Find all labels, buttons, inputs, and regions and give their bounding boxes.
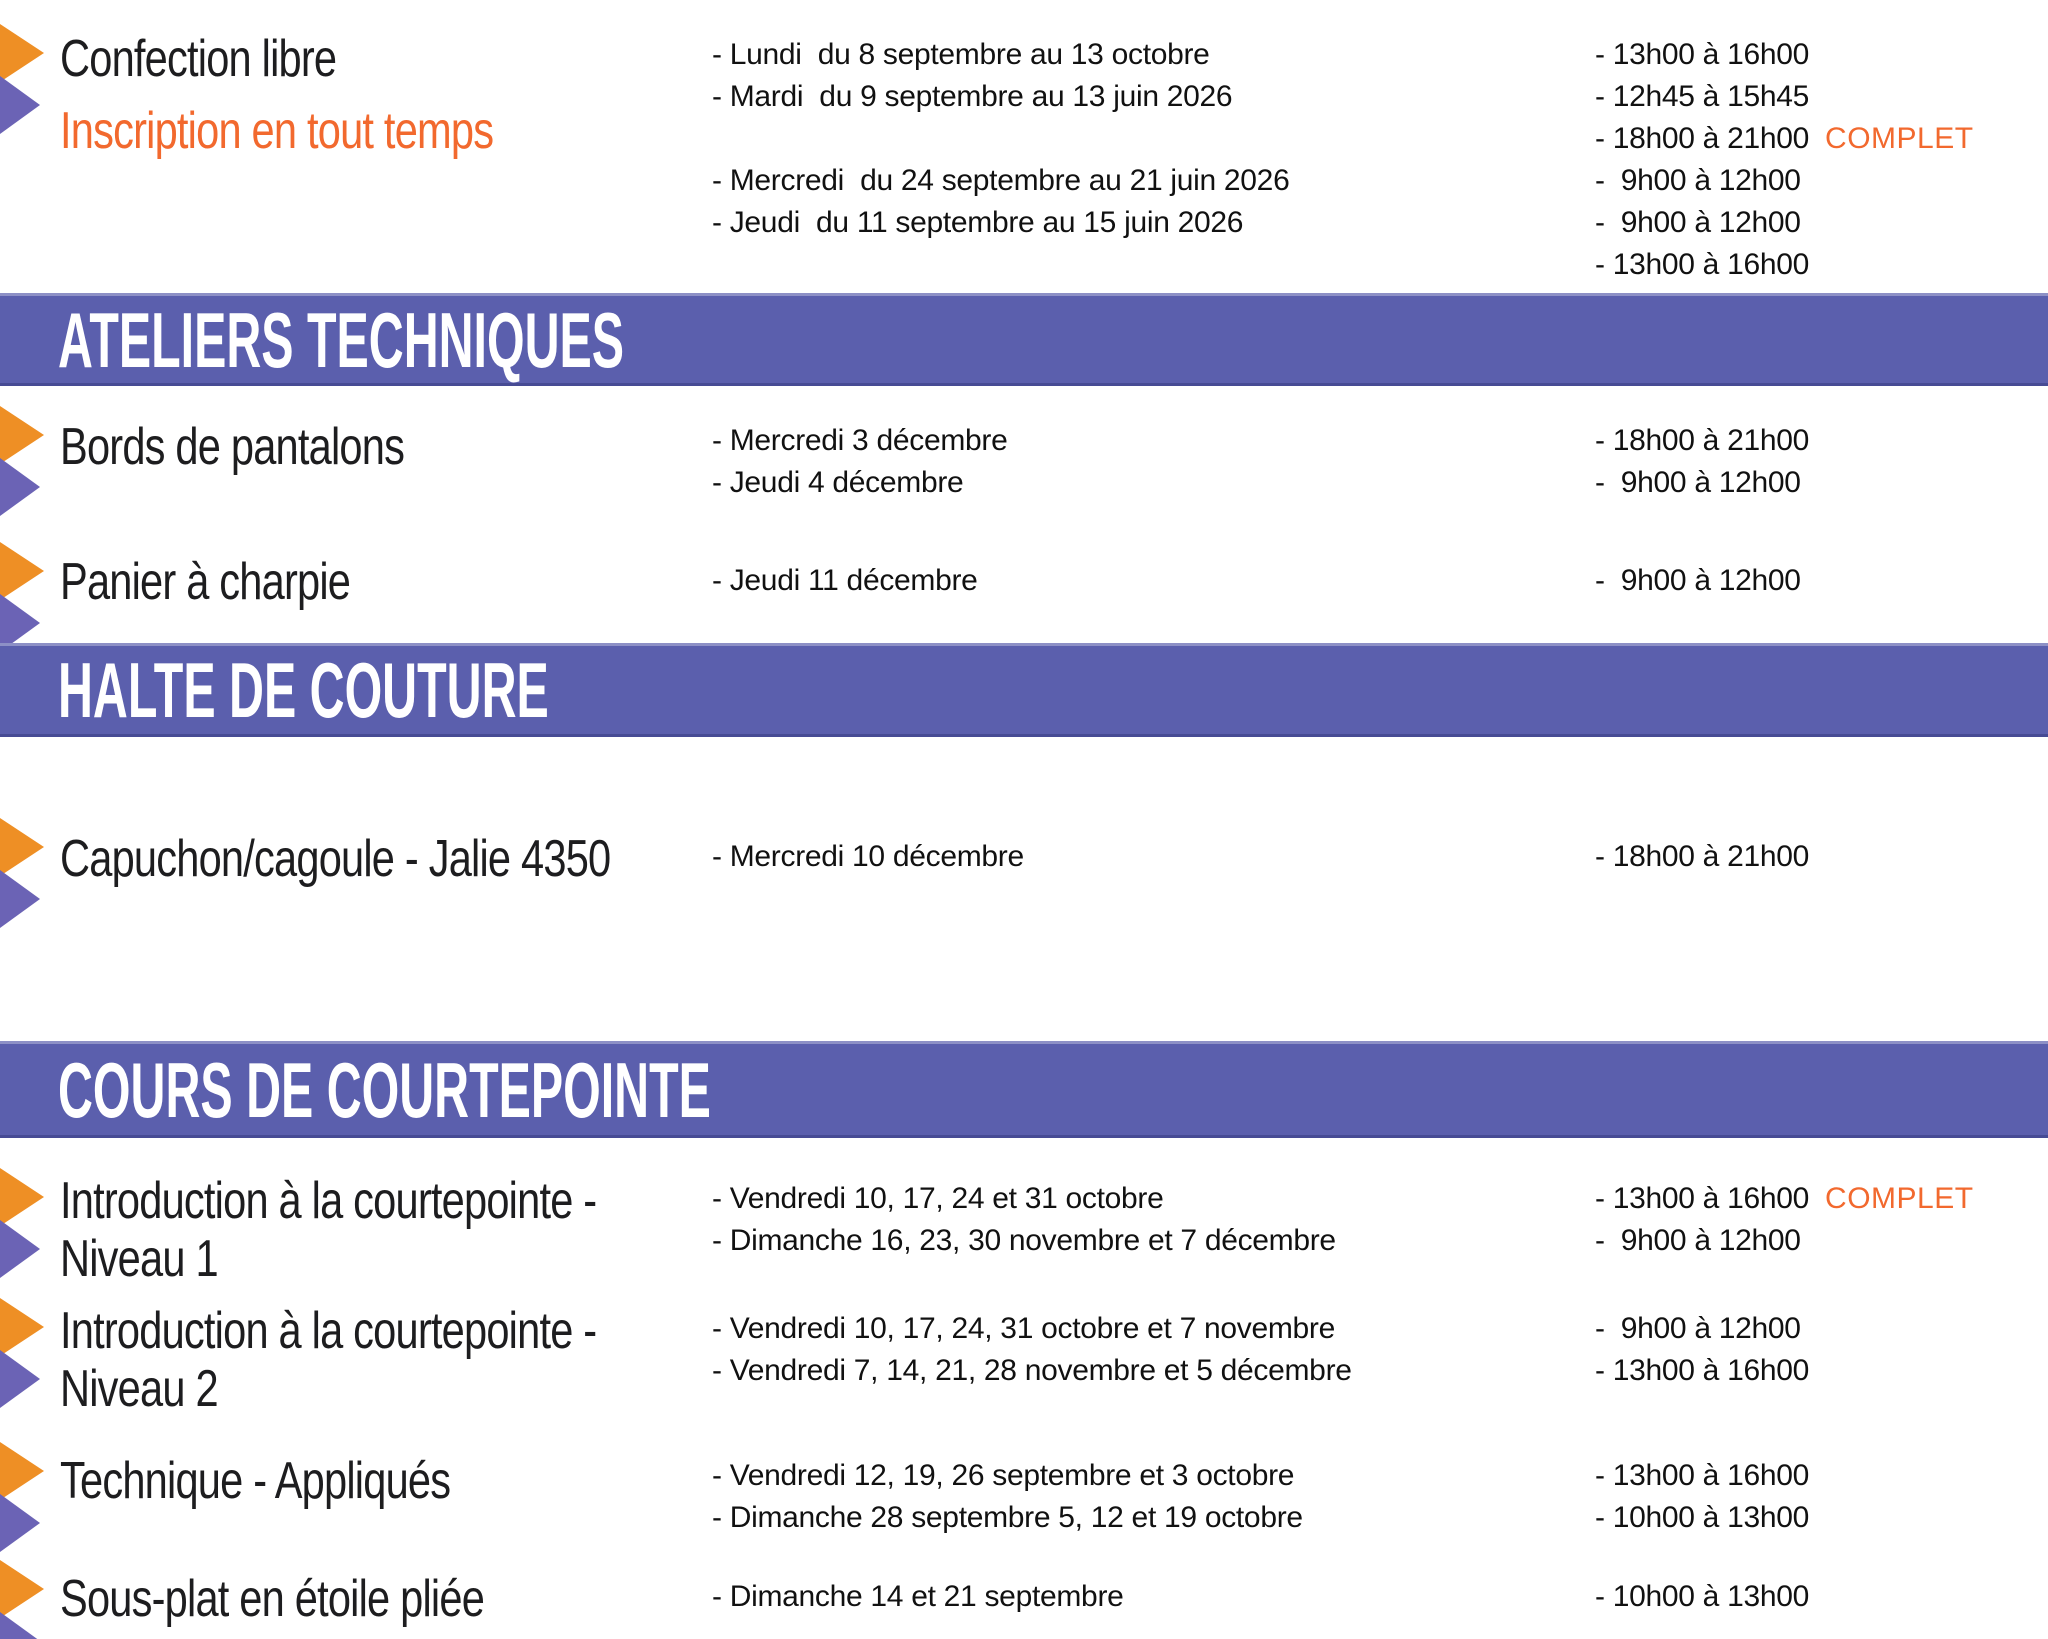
dates-column-panier [712,560,978,602]
dates-column-sousplat [712,1576,1124,1618]
course-title-bords: Bords de pantalons [60,418,405,476]
time-line-with-badge [1595,118,1974,160]
date-line: - Jeudi du 11 septembre au 15 juin 2026 [712,206,1244,239]
times-column-sousplat [1595,1576,1809,1618]
complet-badge: COMPLET [1825,1182,1974,1215]
time-line-with-badge [1595,1178,1974,1220]
date-line: - Vendredi 7, 14, 21, 28 novembre et 5 décembre [712,1354,1352,1387]
course-title-confection: Confection libre [60,30,337,88]
time-line: - 13h00 à 16h00 [1595,1354,1810,1387]
date-line: - Mardi du 9 septembre au 13 juin 2026 [712,80,1233,113]
date-line: - Vendredi 12, 19, 26 septembre et 3 octobre [712,1459,1295,1492]
date-line: - Dimanche 28 septembre 5, 12 et 19 octobre [712,1501,1303,1534]
section-banner-ateliers-techniques [0,293,2048,386]
times-column-bords [1595,420,1809,504]
date-line: - Vendredi 10, 17, 24, 31 octobre et 7 novembre [712,1312,1335,1345]
time-text: - 18h00 à 21h00 [1595,122,1810,155]
time-line: - 9h00 à 12h00 [1595,164,1801,197]
date-line: - Jeudi 4 décembre [712,466,964,499]
time-line: - 13h00 à 16h00 [1595,1459,1810,1492]
arrow-purple-triangle-icon [0,458,40,516]
title-line: Niveau 1 [60,1230,218,1288]
complet-badge: COMPLET [1825,122,1974,155]
course-title-technique: Technique - Appliqués [60,1452,451,1510]
section-banner-title: ATELIERS TECHNIQUES [58,295,625,384]
times-column-niveau1 [1595,1178,1974,1262]
section-banner-title: COURS DE COURTEPOINTE [58,1045,711,1134]
title-line: Introduction à la courtepointe - [60,1302,597,1360]
times-column-technique [1595,1455,1809,1539]
date-line: - Lundi du 8 septembre au 13 octobre [712,38,1210,71]
arrow-purple-triangle-icon [0,1350,40,1408]
date-line: - Mercredi 10 décembre [712,840,1024,873]
arrow-marker-icon [0,1168,56,1280]
course-title-panier: Panier à charpie [60,553,351,611]
date-line: - Vendredi 10, 17, 24 et 31 octobre [712,1182,1164,1215]
time-line: - 9h00 à 12h00 [1595,466,1801,499]
date-line: - Dimanche 16, 23, 30 novembre et 7 décembre [712,1224,1336,1257]
date-line-blank [712,118,1289,160]
dates-column-niveau2 [712,1308,1352,1392]
arrow-marker-icon [0,542,56,654]
arrow-marker-icon [0,1298,56,1410]
time-line: - 10h00 à 13h00 [1595,1501,1810,1534]
section-banner-title: HALTE DE COUTURE [58,646,549,734]
course-subtitle-inscription: Inscription en tout temps [60,102,494,160]
arrow-purple-triangle-icon [0,76,40,134]
time-line: - 13h00 à 16h00 [1595,38,1810,71]
course-title-niveau1 [60,1172,596,1288]
time-text: - 13h00 à 16h00 [1595,1182,1810,1215]
arrow-marker-icon [0,24,56,136]
dates-column-niveau1 [712,1178,1336,1262]
arrow-purple-triangle-icon [0,1612,40,1639]
time-line: - 9h00 à 12h00 [1595,1312,1801,1345]
dates-column-capuchon [712,836,1024,878]
times-column-panier [1595,560,1801,602]
arrow-marker-icon [0,1560,56,1639]
course-title-niveau2 [60,1302,596,1418]
arrow-orange-triangle-icon [0,1298,44,1356]
arrow-orange-triangle-icon [0,818,44,876]
time-line: - 12h45 à 15h45 [1595,80,1810,113]
arrow-marker-icon [0,1442,56,1554]
date-line: - Mercredi 3 décembre [712,424,1008,457]
time-line: - 13h00 à 16h00 [1595,248,1810,281]
arrow-purple-triangle-icon [0,1494,40,1552]
times-column-confection [1595,34,1974,286]
time-line: - 9h00 à 12h00 [1595,206,1801,239]
arrow-orange-triangle-icon [0,542,44,600]
arrow-marker-icon [0,818,56,930]
date-line: - Dimanche 14 et 21 septembre [712,1580,1124,1613]
time-line: - 9h00 à 12h00 [1595,564,1801,597]
course-title-capuchon: Capuchon/cagoule - Jalie 4350 [60,830,611,888]
time-line: - 9h00 à 12h00 [1595,1224,1801,1257]
date-line: - Mercredi du 24 septembre au 21 juin 2026 [712,164,1290,197]
title-line: Niveau 2 [60,1360,218,1418]
title-line: Introduction à la courtepointe - [60,1172,597,1230]
times-column-niveau2 [1595,1308,1809,1392]
time-line: - 10h00 à 13h00 [1595,1580,1810,1613]
section-banner-cours-de-courtepointe [0,1041,2048,1138]
time-line: - 18h00 à 21h00 [1595,840,1810,873]
dates-column-bords [712,420,1007,504]
times-column-capuchon [1595,836,1809,878]
arrow-marker-icon [0,406,56,518]
date-line: - Jeudi 11 décembre [712,564,978,597]
arrow-purple-triangle-icon [0,870,40,928]
dates-column-confection [712,34,1289,244]
arrow-orange-triangle-icon [0,1560,44,1618]
arrow-purple-triangle-icon [0,1220,40,1278]
arrow-orange-triangle-icon [0,1168,44,1226]
dates-column-technique [712,1455,1303,1539]
time-line: - 18h00 à 21h00 [1595,424,1810,457]
arrow-orange-triangle-icon [0,406,44,464]
arrow-orange-triangle-icon [0,24,44,82]
section-banner-halte-de-couture [0,643,2048,737]
course-title-sousplat: Sous-plat en étoile pliée [60,1570,485,1628]
arrow-orange-triangle-icon [0,1442,44,1500]
